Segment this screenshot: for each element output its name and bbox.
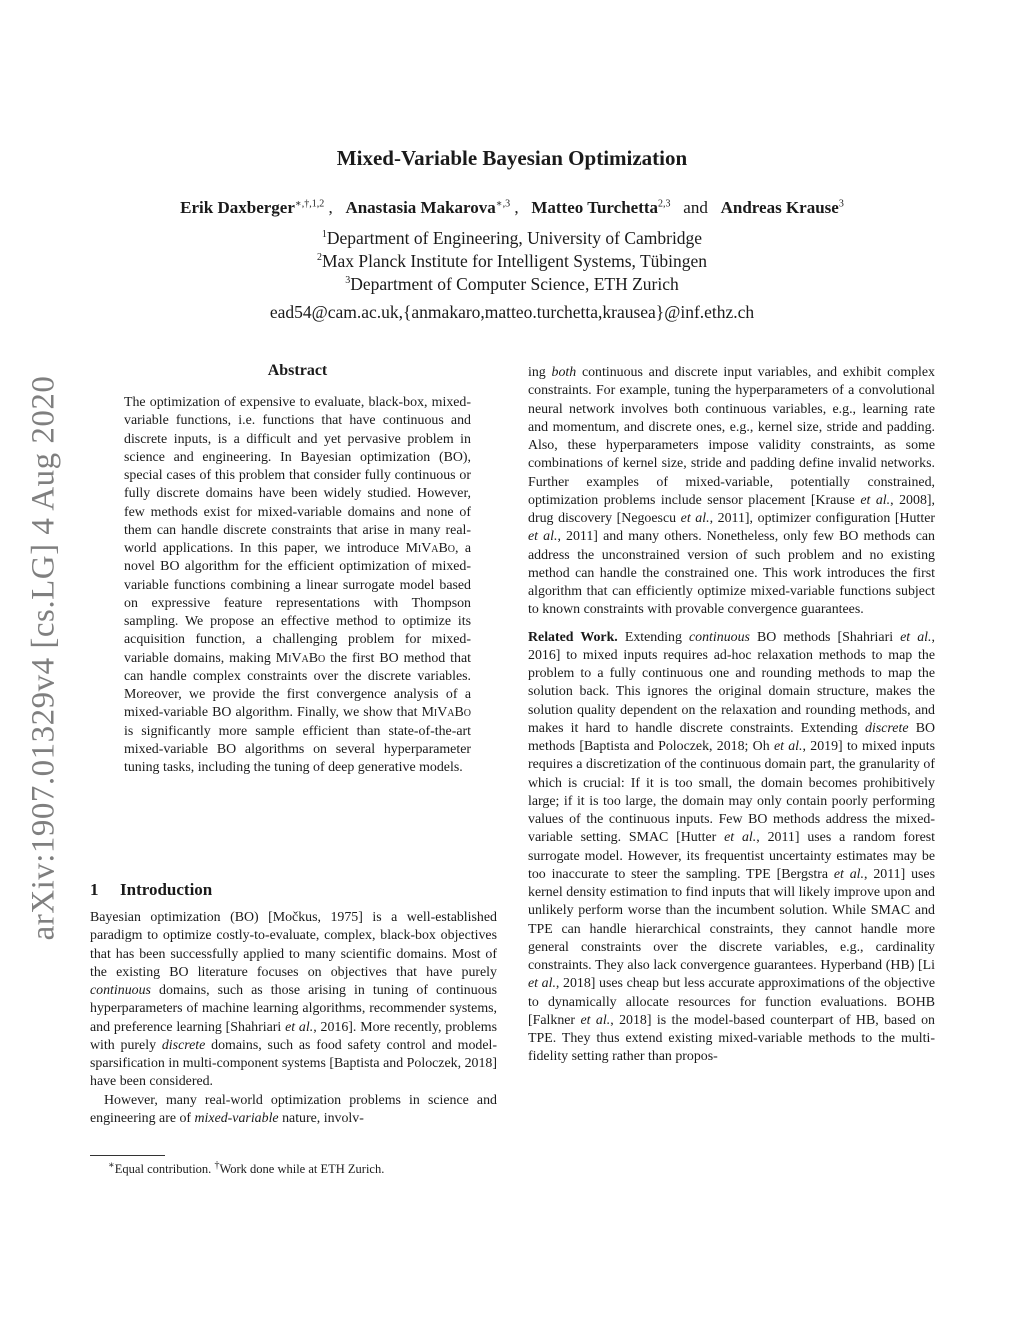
footnote-symbol: ∗ [108, 1160, 115, 1171]
body-text: , 2018] uses cheap but less accurate approximations of the objective to dynamically allocate resources for function evaluations. BOHB [Falkner [528, 976, 935, 1028]
author-name: Anastasia Makarova [345, 198, 496, 217]
body-text: , 2019] to mixed inputs requires a discretization of the continuous domain part, the granularity of which is crucial: If it is too small, the domain becomes prohibitively large; if it is too large, the domain may only contain poorly performing values of the continuous inputs. Few BO methods address the mixed-variable setting. SMAC [Hutter [528, 739, 935, 846]
section-heading [90, 880, 212, 900]
section-title: Introduction [120, 880, 213, 899]
affiliation-sup: 3 [345, 275, 351, 287]
abstract-text: the first BO method that can handle complex constraints over the discrete variables. Moreover, we provide the first convergence analysis of a mixed-variable BO algorithm. Finally, we show that [124, 650, 472, 721]
body-text: , 2011], optimizer configuration [Hutter [709, 511, 935, 526]
emphasis: discrete [161, 1037, 206, 1053]
body-paragraph [528, 364, 935, 620]
author-name: Andreas Krause [720, 198, 839, 217]
mivabo-name: MiVaBo [421, 705, 471, 721]
arxiv-stamp [20, 355, 68, 960]
author-affil-sup: 3 [838, 198, 844, 210]
emphasis: et al. [773, 739, 803, 754]
footnote-text: Equal contribution. [114, 1162, 215, 1177]
emphasis: et al. [528, 976, 556, 992]
intro-text: domains, such as food safety control and model-sparsification in multi-component systems [Baptista and Poloczek, 2018] have been considered. [90, 1037, 497, 1090]
arxiv-stamp-text: arXiv:1907.01329v4 [cs.LG] 4 Aug 2020 [25, 375, 62, 940]
intro-text: , 2016]. More recently, problems with purely [90, 1019, 497, 1053]
author-separator: , [328, 198, 333, 217]
affiliation-line [0, 251, 1024, 272]
footnote-rule [90, 1155, 165, 1156]
body-text: BO methods [Baptista and Poloczek, 2018; Oh [528, 720, 935, 754]
abstract-paragraph [124, 394, 471, 777]
footnote-text: Work done while at ETH Zurich. [219, 1162, 385, 1177]
author-emails: ead54@cam.ac.uk,{anmakaro,matteo.turchetta,krausea}@inf.ethz.ch [269, 302, 755, 322]
author-name: Erik Daxberger [180, 198, 295, 217]
emphasis: et al. [285, 1019, 314, 1035]
body-text: , 2008], drug discovery [Negoescu [528, 492, 935, 526]
body-text: Extending [617, 629, 689, 645]
emphasis: et al. [900, 629, 932, 645]
intro-text: nature, involv- [278, 1110, 364, 1126]
body-text: BO methods [Shahriari [749, 629, 901, 645]
body-text: , 2016] to mixed inputs requires ad-hoc relaxation methods to map the problem to a fully continuous one and rounding methods to map the solution back. This ignores the original domain structure, makes the solution quality dependent on the relaxation and rounding methods, and makes it hard to handle discrete constraints. Extending [528, 629, 935, 736]
abstract-text: The optimization of expensive to evaluate, black-box, mixed-variable functions, i.e. functions that have continuous and discrete inputs, is a difficult and yet pervasive problem in science and engineering. In Bayesian optimization (BO), special cases of this problem that consider fully continuous or fully discrete domains have been widely studied. However, few methods exist for mixed-variable domains and none of them can handle discrete constraints that arise in many real-world applications. In this paper, we introduce [124, 395, 471, 556]
emphasis: et al. [580, 1012, 611, 1028]
body-text: , 2011] uses kernel density estimation to find inputs that will likely improve upon and unlikely perform worse than the incumbent solution. While SMAC and TPE can handle hierarchical constraints, they cannot handle more general constraints over the discrete variables, e.g., cardinality constraints. They also lack convergence guarantees. Hyperband (HB) [Li [528, 866, 935, 973]
emphasis: et al. [860, 492, 891, 508]
abstract-body [124, 394, 471, 777]
author-and: and [683, 198, 708, 217]
author-separator: , [514, 198, 519, 217]
abstract-heading: Abstract [267, 362, 328, 379]
intro-text: Bayesian optimization (BO) [Močkus, 1975] is a well-established paradigm to optimize costly-to-evaluate, complex, black-box objectives that has been successfully applied to many scientific domains. Most of the existing BO literature focuses on objectives that have purely [90, 910, 497, 980]
abstract-text: is significantly more sample efficient than state-of-the-art mixed-variable BO algorithms on several hyperparameter tuning tasks, including the tuning of deep generative models. [124, 723, 471, 775]
body-text: ing [528, 365, 552, 380]
emphasis: discrete [865, 720, 909, 736]
affiliation-text: Max Planck Institute for Intelligent Systems, Tübingen [321, 251, 708, 271]
body-text: , 2011] uses a random forest surrogate model. However, its frequentist uncertainty estimates may be too inaccurate to steer the sampling. TPE [Bergstra [528, 830, 935, 882]
body-text: continuous and discrete input variables, and exhibit complex constraints. For example, tuning the hyperparameters of a convolutional neural network involves both continuous variables, e.g., learning rate and momentum, and discrete ones, e.g., kernel size, stride and padding. Also, these hyperparameters impose validity constraints, as some combinations of kernel size, stride and padding define invalid networks. Further examples of mixed-variable, potentially constrained, optimization problems include sensor placement [Krause [528, 365, 935, 508]
author-affil-sup: ∗,†,1,2 [294, 198, 325, 210]
emphasis: continuous [90, 983, 151, 998]
affiliation-sup: 2 [316, 252, 322, 264]
footnote-symbol: † [214, 1160, 220, 1171]
affiliation-line [0, 228, 1024, 249]
emphasis: both [551, 365, 577, 380]
emphasis: et al. [680, 511, 710, 526]
emphasis: continuous [689, 629, 750, 645]
intro-paragraph [90, 909, 497, 1092]
footnote [108, 1160, 384, 1177]
paper-title: Mixed-Variable Bayesian Optimization [336, 146, 688, 170]
mivabo-name: MiVaBo [405, 541, 455, 556]
affiliation-text: Department of Engineering, University of Cambridge [326, 228, 703, 248]
emphasis: et al. [833, 866, 865, 882]
intro-text: domains, such as those arising in tuning of continuous hyperparameters of machine learning algorithms, recommender systems, and preference learning [Shahriari [90, 983, 497, 1035]
emphasis: mixed-variable [194, 1110, 279, 1126]
intro-text: However, many real-world optimization problems in science and engineering are of [90, 1092, 497, 1126]
paragraph-label: Related Work. [528, 629, 618, 645]
emphasis: et al. [528, 529, 558, 545]
author-name: Matteo Turchetta [531, 198, 659, 217]
affiliation-text: Department of Computer Science, ETH Zurich [350, 274, 679, 294]
intro-paragraph [90, 1092, 497, 1129]
right-column-body [528, 364, 935, 1067]
author-affil-sup: 2,3 [658, 198, 671, 210]
emphasis: et al. [724, 830, 757, 846]
section-number: 1 [90, 880, 99, 899]
related-work-paragraph [528, 629, 935, 1067]
intro-body [90, 909, 497, 1128]
affiliation-line [0, 274, 1024, 295]
abstract-text: , a novel BO algorithm for the efficient optimization of mixed-variable functions combining a linear surrogate model based on expressive feature representations with Thompson sampling. We propose an effective method to optimize its acquisition function, a challenging problem for mixed-variable domains, making [124, 541, 471, 666]
author-affil-sup: ∗,3 [495, 198, 511, 210]
body-text: , 2011] and many others. Nonetheless, only few BO methods can address the unconstrained version of such problem and no existing method can handle the constrained one. This work introduces the first algorithm that can efficiently optimize mixed-variable functions subject to known constraints with provable convergence guarantees. [528, 529, 935, 618]
body-text: , 2018] is the model-based counterpart of HB, based on TPE. They thus extend existing mixed-variable methods to the multi-fidelity setting rather than propos- [528, 1012, 936, 1065]
mivabo-name: MiVaBo [275, 650, 326, 666]
author-list [0, 198, 1024, 218]
affiliation-sup: 1 [321, 229, 327, 241]
